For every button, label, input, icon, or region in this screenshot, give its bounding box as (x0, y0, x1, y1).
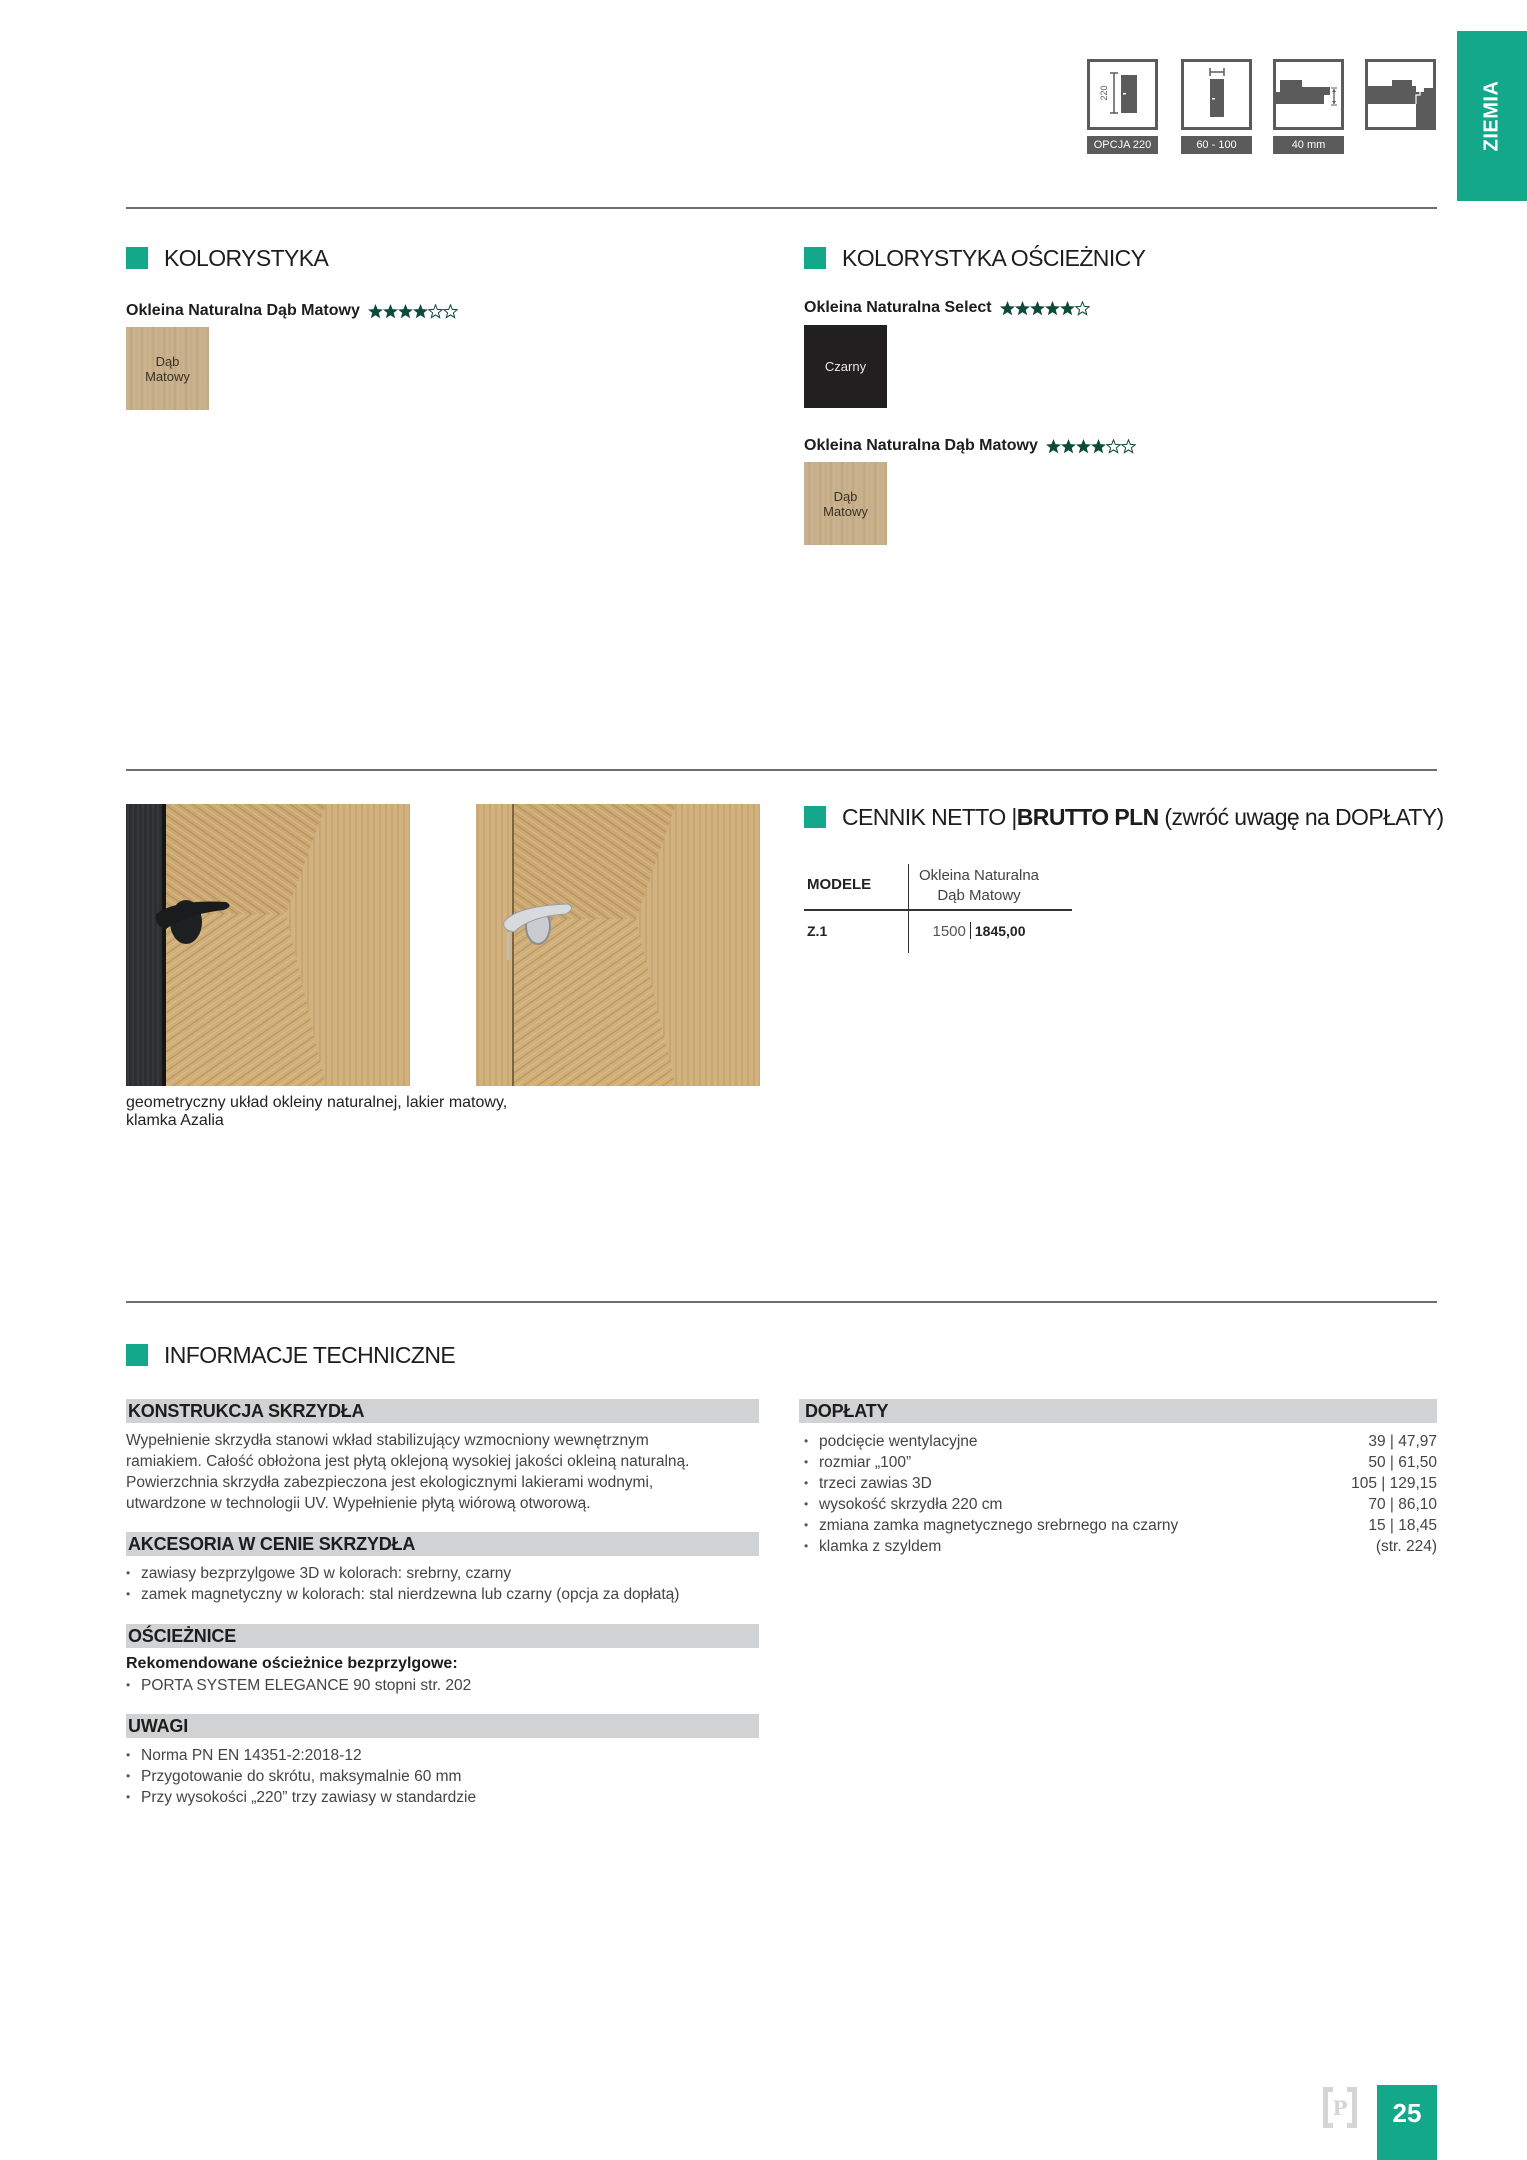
table-hline (804, 909, 1072, 911)
title-brutto: BRUTTO PLN (1016, 803, 1159, 830)
list-item (804, 1452, 1437, 1473)
brand-logo-icon (1321, 2085, 1359, 2130)
star-empty-icon (1075, 301, 1090, 316)
finish-title (804, 299, 1090, 317)
swatch-dab-matowy[interactable] (804, 462, 887, 545)
height-value-text: 220 (1099, 85, 1109, 101)
konstrukcja-text (126, 1430, 766, 1514)
spec-label-width: 60 - 100 (1181, 136, 1252, 154)
konstrukcja-heading: KONSTRUKCJA SKRZYDŁA (126, 1399, 759, 1423)
section-title: KOLORYSTYKA OŚCIEŻNICY (842, 244, 1146, 271)
price-separator (970, 922, 971, 939)
text-line: Wypełnienie skrzydła stanowi wkład stabilizujący wzmocniony wewnętrznym (126, 1432, 649, 1449)
rating-stars (1000, 301, 1090, 316)
list-item: • PORTA SYSTEM ELEGANCE 90 stopni str. 202 (126, 1675, 471, 1696)
surcharge-label: • podcięcie wentylacyjne (819, 1433, 978, 1450)
list-item: • zamek magnetyczny w kolorach: stal nierdzewna lub czarny (opcja za dopłatą) (126, 1584, 679, 1605)
price-netto: 1500 (932, 923, 966, 940)
col-header-finish (904, 866, 1054, 906)
star-empty-icon (1121, 439, 1136, 454)
section-title: INFORMACJE TECHNICZNE (164, 1341, 456, 1368)
rating-stars (1046, 439, 1136, 454)
swatch-label: Czarny (824, 359, 867, 374)
surcharge-price: 39 | 47,97 (1368, 1433, 1437, 1450)
category-tab-label: ZIEMIA (1480, 80, 1503, 152)
text-line: utwardzone w technologii UV. Wypełnienie płytą wiórową otworową. (126, 1495, 591, 1512)
surcharge-price: 50 | 61,50 (1368, 1454, 1437, 1471)
page-number: 25 (1377, 2085, 1437, 2160)
akcesoria-heading: AKCESORIA W CENIE SKRZYDŁA (126, 1532, 759, 1556)
surcharge-label: • zmiana zamka magnetycznego srebrnego na czarny (819, 1517, 1179, 1534)
star-filled-icon (1091, 439, 1106, 454)
swatch-label: Matowy (145, 368, 190, 384)
star-filled-icon (1000, 301, 1015, 316)
surcharge-label: • wysokość skrzydła 220 cm (819, 1496, 1003, 1513)
surcharge-price: 70 | 86,10 (1368, 1496, 1437, 1513)
text-line: ramiakiem. Całość obłożona jest płytą oklejoną wysokiej jakości okleiną naturalną. (126, 1453, 690, 1470)
surcharge-label: • klamka z szyldem (819, 1538, 942, 1555)
star-filled-icon (1060, 301, 1075, 316)
uwagi-heading: UWAGI (126, 1714, 759, 1738)
title-separator: | (1011, 803, 1017, 830)
star-filled-icon (1045, 301, 1060, 316)
spec-label-height: OPCJA 220 (1087, 136, 1158, 154)
uwagi-list (126, 1745, 476, 1808)
door-thickness-icon (1273, 59, 1344, 130)
swatch-label: Dąb (833, 488, 858, 504)
finish-title (126, 302, 458, 320)
row-model: Z.1 (807, 923, 828, 939)
section-marker-icon (126, 1344, 148, 1366)
surcharge-label: • trzeci zawias 3D (819, 1475, 932, 1492)
oscieznice-subtitle: Rekomendowane ościeżnice bezprzylgowe: (126, 1655, 458, 1672)
doplaty-list (804, 1431, 1437, 1557)
star-empty-icon (443, 304, 458, 319)
frame-profile-icon (1365, 59, 1436, 130)
caption-line: klamka Azalia (126, 1112, 224, 1129)
category-tab (1457, 31, 1527, 201)
door-height-220-icon (1087, 59, 1158, 130)
list-item: • Przygotowanie do skrótu, maksymalnie 60 mm (126, 1766, 476, 1787)
surcharge-price: 105 | 129,15 (1351, 1475, 1437, 1492)
section-marker-icon (126, 247, 148, 269)
swatch-dab-matowy[interactable] (126, 327, 209, 410)
star-filled-icon (1015, 301, 1030, 316)
oscieznice-heading: OŚCIEŻNICE (126, 1624, 759, 1648)
list-item (804, 1515, 1437, 1536)
swatch-label: Dąb (155, 353, 180, 369)
section-kolorystyka-oscieznicy-heading (804, 243, 1145, 273)
star-filled-icon (1076, 439, 1091, 454)
swatch-label: Matowy (823, 503, 868, 519)
finish-title (804, 437, 1136, 455)
star-filled-icon (1061, 439, 1076, 454)
divider (126, 1301, 1437, 1303)
door-photo-chrome-handle (476, 804, 760, 1086)
section-title (842, 804, 1444, 831)
door-photo-black-handle (126, 804, 410, 1086)
row-price (904, 922, 1054, 940)
col-header-models: MODELE (807, 876, 872, 893)
star-filled-icon (1030, 301, 1045, 316)
list-item (804, 1494, 1437, 1515)
list-item (804, 1431, 1437, 1452)
surcharge-price: 15 | 18,45 (1368, 1517, 1437, 1534)
section-kolorystyka-heading (126, 243, 328, 273)
star-filled-icon (368, 304, 383, 319)
finish-name: Okleina Naturalna Dąb Matowy (804, 437, 1038, 454)
list-item (804, 1473, 1437, 1494)
star-filled-icon (383, 304, 398, 319)
list-item: • Przy wysokości „220” trzy zawiasy w standardzie (126, 1787, 476, 1808)
star-empty-icon (428, 304, 443, 319)
star-filled-icon (1046, 439, 1061, 454)
list-item: • zawiasy bezprzylgowe 3D w kolorach: srebrny, czarny (126, 1563, 679, 1584)
star-filled-icon (398, 304, 413, 319)
section-marker-icon (804, 806, 826, 828)
swatch-czarny[interactable] (804, 325, 887, 408)
star-filled-icon (413, 304, 428, 319)
title-netto: CENNIK NETTO (842, 803, 1006, 830)
section-informacje-heading (126, 1340, 455, 1370)
svg-text:P: P (1332, 2096, 1348, 2120)
list-item (804, 1536, 1437, 1557)
divider (126, 207, 1437, 209)
text-line: Powierzchnia skrzydła zabezpieczona jest ekologicznymi lakierami wodnymi, (126, 1474, 654, 1491)
section-marker-icon (804, 247, 826, 269)
doplaty-heading: DOPŁATY (799, 1399, 1437, 1423)
caption-line: geometryczny układ okleiny naturalnej, lakier matowy, (126, 1094, 508, 1111)
surcharge-price: (str. 224) (1375, 1538, 1437, 1555)
list-item: • Norma PN EN 14351-2:2018-12 (126, 1745, 476, 1766)
finish-name: Okleina Naturalna Dąb Matowy (126, 302, 360, 319)
spec-label-thickness: 40 mm (1273, 136, 1344, 154)
star-empty-icon (1106, 439, 1121, 454)
akcesoria-list (126, 1563, 679, 1605)
divider (126, 769, 1437, 771)
col-header-line: Okleina Naturalna (918, 867, 1040, 884)
oscieznice-list (126, 1675, 471, 1696)
col-header-line: Dąb Matowy (937, 887, 1021, 904)
finish-name: Okleina Naturalna Select (804, 299, 992, 316)
price-brutto: 1845,00 (974, 923, 1026, 939)
photo-caption (126, 1094, 626, 1130)
rating-stars (368, 304, 458, 319)
surcharge-label: • rozmiar „100” (819, 1454, 912, 1471)
section-title: KOLORYSTYKA (164, 244, 329, 271)
door-width-icon (1181, 59, 1252, 130)
section-cennik-heading (804, 802, 1444, 832)
title-note: (zwróć uwagę na DOPŁATY) (1164, 803, 1444, 830)
